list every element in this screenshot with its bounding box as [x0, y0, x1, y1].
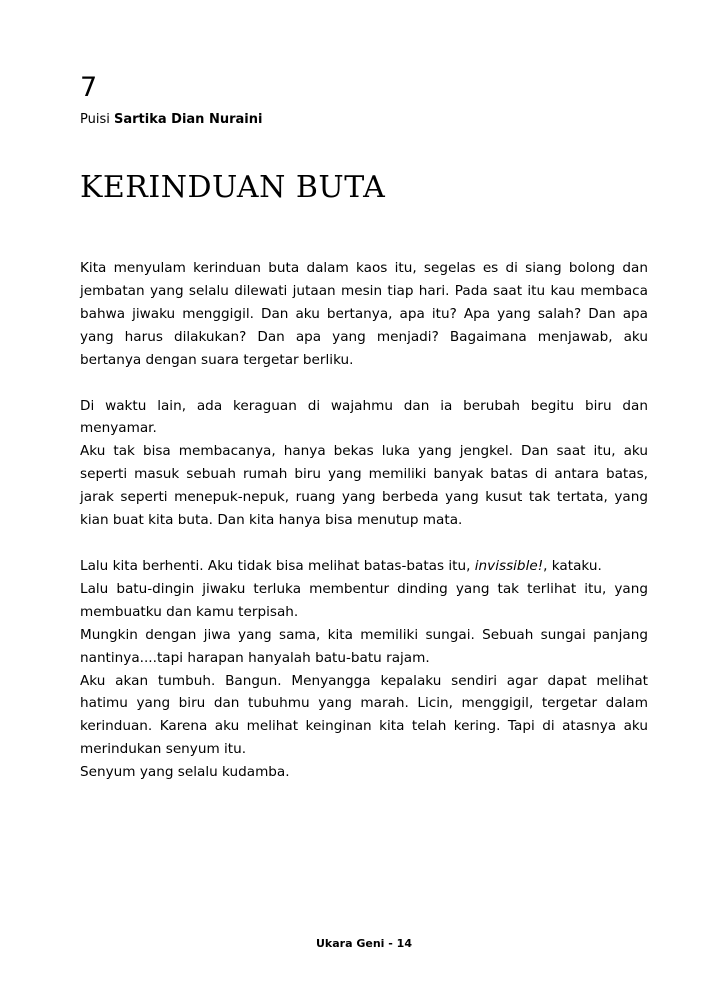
poem-body [80, 257, 648, 784]
stanza-3-paragraph-1 [80, 555, 648, 578]
stanza-3-text-a: Lalu kita berhenti. Aku tidak bisa melihat batas-batas itu, [80, 557, 475, 574]
stanza-2-paragraph-1: Di waktu lain, ada keraguan di wajahmu dan ia berubah begitu biru dan menyamar. [80, 397, 648, 437]
page-footer: Ukara Geni - 14 [316, 937, 412, 950]
stanza-3-paragraph-5: Senyum yang selalu kudamba. [80, 764, 290, 781]
poem-title: KERINDUAN BUTA [80, 170, 386, 205]
stanza-3-paragraph-4: Aku akan tumbuh. Bangun. Menyangga kepalaku sendiri agar dapat melihat hatimu yang biru dan tubuhmu yang marah. Licin, menggigil, tergetar dalam kerinduan. Karena aku melihat keinginan kita telah kering. Tapi di atasnya aku merindukan senyum itu. [80, 672, 648, 758]
stanza-3-paragraph-2: Lalu batu-dingin jiwaku terluka membentur dinding yang tak terlihat itu, yang membuatku dan kamu terpisah. [80, 580, 648, 620]
poem-number: 7 [80, 72, 98, 103]
stanza-1-paragraph: Kita menyulam kerinduan buta dalam kaos itu, segelas es di siang bolong dan jembatan yang selalu dilewati jutaan mesin tiap hari. Pada saat itu kau membaca bahwa jiwaku menggigil. Dan aku bertanya, apa itu? Apa yang salah? Dan apa yang harus dilakukan? Dan apa yang menjadi? Bagaimana menjawab, aku bertanya dengan suara tergetar berliku. [80, 260, 648, 368]
stanza-gap [80, 372, 648, 395]
byline-prefix: Puisi [80, 112, 110, 127]
stanza-2-paragraph-2: Aku tak bisa membacanya, hanya bekas luka yang jengkel. Dan saat itu, aku seperti masuk sebuah rumah biru yang memiliki banyak batas di antara batas, jarak seperti menepuk-nepuk, ruang yang berbeda yang kusut tak tertata, yang kian buat kita buta. Dan kita hanya bisa menutup mata. [80, 443, 648, 529]
stanza-3-paragraph-3: Mungkin dengan jiwa yang sama, kita memiliki sungai. Sebuah sungai panjang nantinya....tapi harapan hanyalah batu-batu rajam. [80, 626, 648, 666]
stanza-3-text-b: , kataku. [543, 557, 602, 574]
byline [80, 111, 262, 129]
author-name: Sartika Dian Nuraini [114, 112, 263, 127]
stanza-gap [80, 532, 648, 555]
stanza-3-italic: invissible! [474, 557, 544, 574]
